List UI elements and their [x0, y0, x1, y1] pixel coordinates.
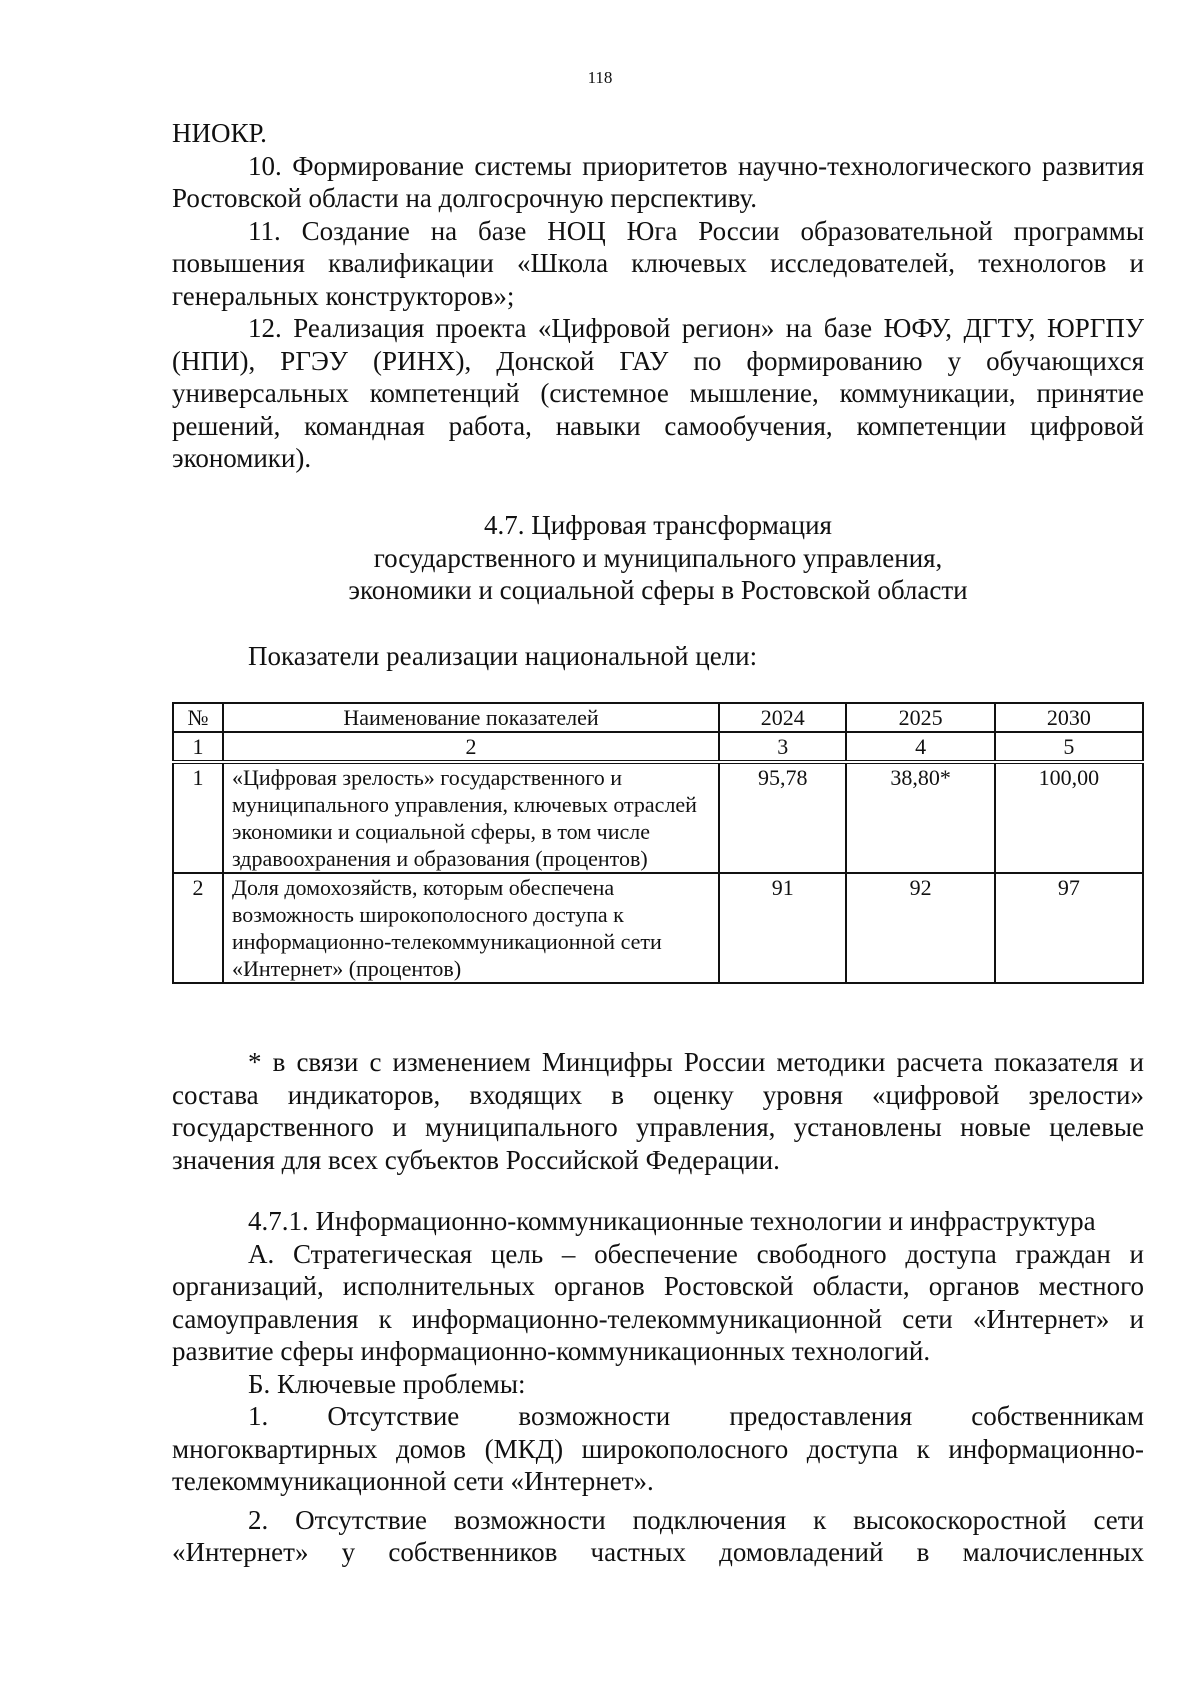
header-number: №	[173, 703, 223, 732]
footnote-block	[172, 1046, 1144, 1176]
row-indicator-name: Доля домохозяйств, которым обеспечена возможность широкополосного доступа к информационно-телекоммуникационной сети «Интернет» (процентов)	[223, 873, 719, 983]
bottom-paragraphs	[172, 1205, 1144, 1569]
row-value-2025: 92	[846, 873, 994, 983]
page-number: 118	[587, 68, 613, 87]
table-header-row	[173, 703, 1143, 732]
row-value-2030: 100,00	[995, 762, 1143, 873]
table-numbering-row	[173, 732, 1143, 762]
section-heading-line-1: 4.7. Цифровая трансформация	[484, 510, 832, 540]
numbering-cell: 3	[719, 732, 846, 762]
row-number: 1	[173, 762, 223, 873]
paragraph-goal: А. Стратегическая цель – обеспечение свободного доступа граждан и организаций, исполнительных органов Ростовской области, органов местного самоуправления к информационно-телекоммуникационной сети «Интернет» и развитие сферы информационно-коммуникационных технологий.	[172, 1238, 1144, 1366]
header-2025: 2025	[846, 703, 994, 732]
row-value-2024: 91	[719, 873, 846, 983]
table-caption: Показатели реализации национальной цели:	[248, 641, 758, 671]
table-row	[173, 873, 1143, 983]
header-2024: 2024	[719, 703, 846, 732]
paragraph: НИОКР.	[172, 118, 267, 148]
row-indicator-name: «Цифровая зрелость» государственного и муниципального управления, ключевых отраслей экономики и социальной сферы, в том числе здравоохранения и образования (процентов)	[223, 762, 719, 873]
numbering-cell: 1	[173, 732, 223, 762]
footnote: * в связи с изменением Минцифры России методики расчета показателя и состава индикаторов, входящих в оценку уровня «цифровой зрелости» государственного и муниципального управления, установлены новые целевые значения для всех субъектов Российской Федерации.	[172, 1047, 1144, 1175]
section-heading	[172, 509, 1144, 607]
numbering-cell: 5	[995, 732, 1143, 762]
numbering-cell: 4	[846, 732, 994, 762]
paragraph-item-10: 10. Формирование системы приоритетов научно-технологического развития Ростовской области на долгосрочную перспективу.	[172, 150, 1144, 213]
top-paragraphs	[172, 117, 1144, 475]
header-2030: 2030	[995, 703, 1143, 732]
row-number: 2	[173, 873, 223, 983]
subsection-heading: 4.7.1. Информационно-коммуникационные технологии и инфраструктура	[248, 1206, 1096, 1236]
table-row	[173, 762, 1143, 873]
row-value-2024: 95,78	[719, 762, 846, 873]
section-heading-line-2: государственного и муниципального управления,	[373, 542, 943, 573]
indicators-table	[172, 702, 1144, 984]
paragraph-problem-1: 1. Отсутствие возможности предоставления собственникам многоквартирных домов (МКД) широкополосного доступа к информационно-телекоммуникационной сети «Интернет».	[172, 1401, 1144, 1496]
paragraph-item-12: 12. Реализация проекта «Цифровой регион» на базе ЮФУ, ДГТУ, ЮРГПУ (НПИ), РГЭУ (РИНХ), Донской ГАУ по формированию у обучающихся универсальных компетенций (системное мышление, коммуникации, принятие решений, командная работа, навыки самообучения, компетенции цифровой экономики).	[172, 313, 1144, 473]
paragraph-problem-2: 2. Отсутствие возможности подключения к высокоскоростной сети «Интернет» у собственников частных домовладений в малочисленных	[172, 1504, 1144, 1567]
row-value-2030: 97	[995, 873, 1143, 983]
row-value-2025: 38,80*	[846, 762, 994, 873]
header-name: Наименование показателей	[223, 703, 719, 732]
paragraph-item-11: 11. Создание на базе НОЦ Юга России образовательной программы повышения квалификации «Школа ключевых исследователей, технологов и генеральных конструкторов»;	[172, 215, 1144, 311]
paragraph-problems-title: Б. Ключевые проблемы:	[248, 1368, 526, 1399]
section-heading-line-3: экономики и социальной сферы в Ростовской области	[348, 575, 968, 605]
numbering-cell: 2	[223, 732, 719, 762]
